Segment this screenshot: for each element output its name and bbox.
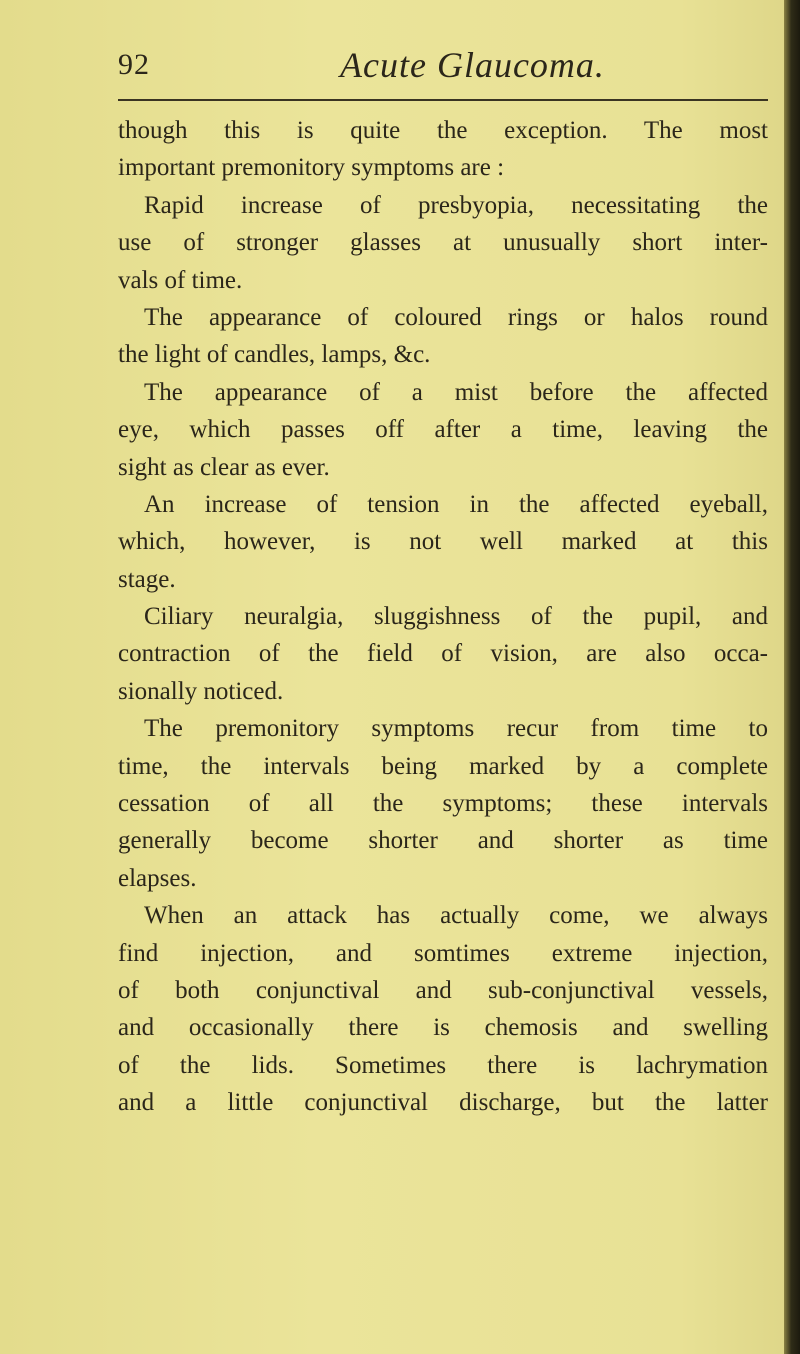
page-number: 92 bbox=[118, 48, 150, 81]
text-line: of both conjunctival and sub-conjunctival vessels, bbox=[118, 976, 768, 1004]
text-line: stage. bbox=[118, 565, 176, 593]
page-header bbox=[0, 44, 800, 94]
text-line: elapses. bbox=[118, 864, 197, 892]
text-line: which, however, is not well marked at this bbox=[118, 528, 768, 556]
text-line: vals of time. bbox=[118, 266, 243, 294]
text-line: The appearance of coloured rings or halos round bbox=[144, 303, 768, 331]
header-rule bbox=[118, 99, 768, 101]
text-line: the light of candles, lamps, &c. bbox=[118, 341, 431, 369]
text-line: When an attack has actually come, we always bbox=[144, 902, 768, 930]
text-line: cessation of all the symptoms; these intervals bbox=[118, 790, 768, 818]
text-line: important premonitory symptoms are : bbox=[118, 154, 505, 182]
running-title: Acute Glaucoma. bbox=[340, 45, 605, 85]
text-line: contraction of the field of vision, are also occa- bbox=[118, 640, 768, 668]
text-line: sionally noticed. bbox=[118, 677, 284, 705]
text-line: The appearance of a mist before the affected bbox=[144, 378, 768, 406]
book-edge-shadow bbox=[784, 0, 800, 1354]
text-line: and a little conjunctival discharge, but the latter bbox=[118, 1089, 768, 1117]
body-text bbox=[118, 112, 768, 1122]
text-line: Ciliary neuralgia, sluggishness of the pupil, and bbox=[144, 603, 768, 631]
text-line: sight as clear as ever. bbox=[118, 453, 330, 481]
text-line: and occasionally there is chemosis and swelling bbox=[118, 1014, 768, 1042]
text-line: generally become shorter and shorter as time bbox=[118, 827, 768, 855]
text-line: of the lids. Sometimes there is lachrymation bbox=[118, 1051, 768, 1079]
text-line: though this is quite the exception. The most bbox=[118, 117, 768, 144]
text-line: Rapid increase of presbyopia, necessitating the bbox=[144, 191, 768, 219]
text-line: time, the intervals being marked by a complete bbox=[118, 752, 768, 780]
text-line: The premonitory symptoms recur from time to bbox=[144, 715, 768, 743]
text-line: An increase of tension in the affected eyeball, bbox=[144, 490, 768, 518]
text-line: eye, which passes off after a time, leaving the bbox=[118, 416, 768, 444]
text-line: use of stronger glasses at unusually short inter- bbox=[118, 229, 768, 257]
text-line: find injection, and somtimes extreme injection, bbox=[118, 939, 768, 967]
